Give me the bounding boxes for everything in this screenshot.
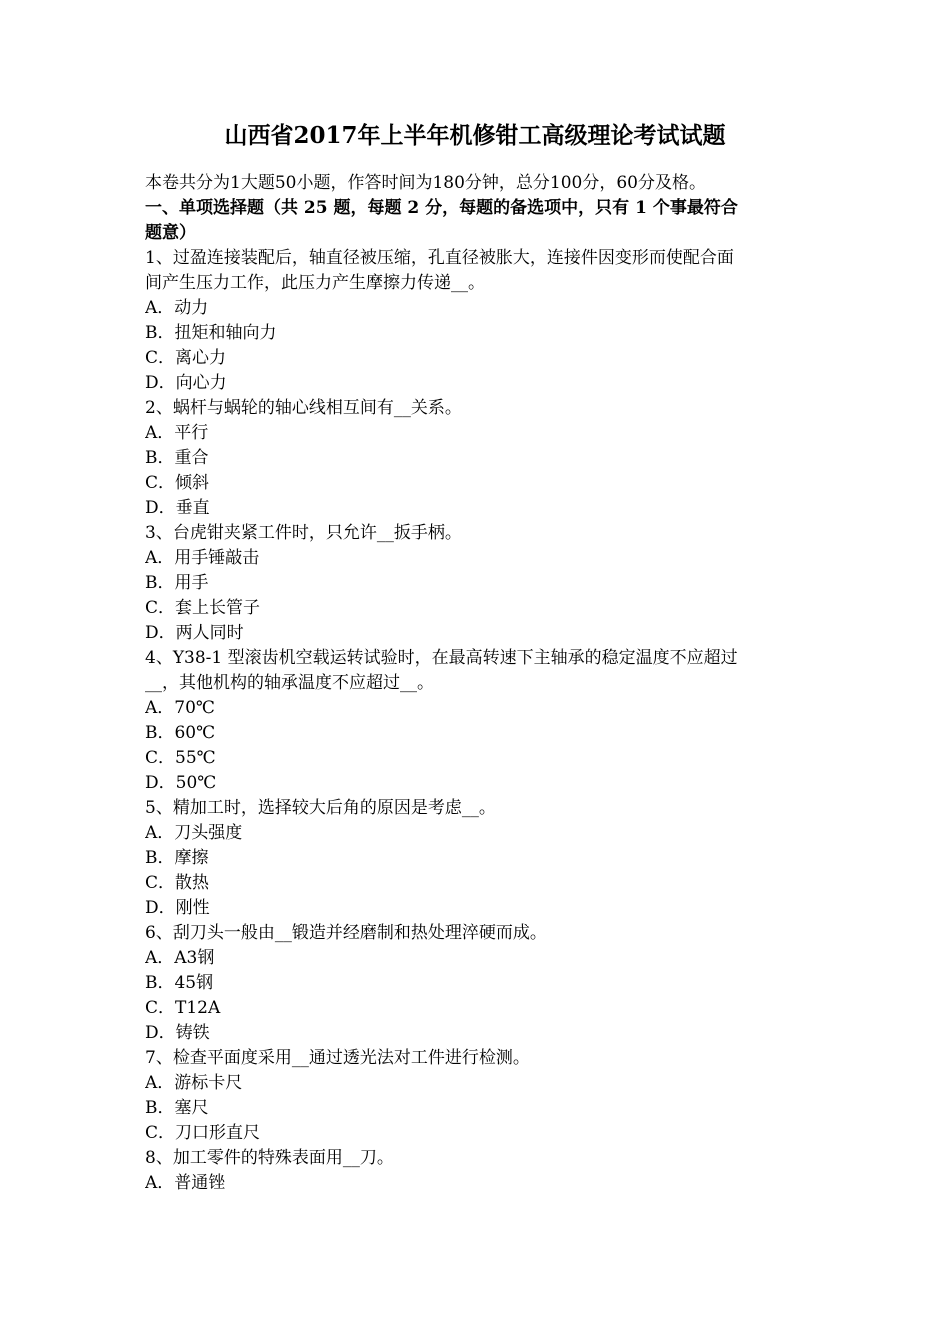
question-text: 2、蜗杆与蜗轮的轴心线相互间有__关系。 xyxy=(145,398,462,418)
question-text: 间产生压力工作，此压力产生摩擦力传递__。 xyxy=(145,273,485,293)
option-a: A．普通锉 xyxy=(145,1173,226,1193)
option-c: C．55℃ xyxy=(145,748,216,768)
option-c: C．套上长管子 xyxy=(145,598,261,618)
question-1 xyxy=(145,246,815,396)
section-heading-continued: 题意） xyxy=(145,223,196,243)
option-b: B．摩擦 xyxy=(145,848,209,868)
option-d: D．50℃ xyxy=(145,773,217,793)
option-c: C．散热 xyxy=(145,873,210,893)
option-a: A．用手锤敲击 xyxy=(145,548,260,568)
option-d: D．向心力 xyxy=(145,373,227,393)
option-c: C．T12A xyxy=(145,998,221,1018)
option-b: B．60℃ xyxy=(145,723,216,743)
question-4 xyxy=(145,646,815,796)
question-8 xyxy=(145,1146,815,1196)
option-a: A．平行 xyxy=(145,423,209,443)
question-6 xyxy=(145,921,815,1046)
option-a: A．刀头强度 xyxy=(145,823,243,843)
question-text: 4、Y38-1 型滚齿机空载运转试验时，在最高转速下主轴承的稳定温度不应超过 xyxy=(145,648,738,668)
exam-intro: 本卷共分为1大题50小题，作答时间为180分钟，总分100分，60分及格。 xyxy=(145,173,706,193)
option-c: C．倾斜 xyxy=(145,473,210,493)
option-b: B．塞尺 xyxy=(145,1098,209,1118)
option-d: D．两人同时 xyxy=(145,623,244,643)
question-5 xyxy=(145,796,815,921)
option-d: D．垂直 xyxy=(145,498,210,518)
question-text: 6、刮刀头一般由__锻造并经磨制和热处理淬硬而成。 xyxy=(145,923,547,943)
section-heading: 一、单项选择题（共 25 题，每题 2 分，每题的备选项中，只有 1 个事最符合 xyxy=(145,198,738,218)
question-7 xyxy=(145,1046,815,1146)
option-b: B．重合 xyxy=(145,448,209,468)
question-2 xyxy=(145,396,815,521)
option-a: A．A3钢 xyxy=(145,948,215,968)
document-body xyxy=(145,171,815,1196)
question-text: 7、检查平面度采用__通过透光法对工件进行检测。 xyxy=(145,1048,530,1068)
option-a: A．70℃ xyxy=(145,698,215,718)
document-title: 山西省2017年上半年机修钳工高级理论考试试题 xyxy=(224,122,726,149)
question-text: 8、加工零件的特殊表面用__刀。 xyxy=(145,1148,394,1168)
option-a: A．游标卡尺 xyxy=(145,1073,243,1093)
option-c: C．刀口形直尺 xyxy=(145,1123,261,1143)
option-b: B．45钢 xyxy=(145,973,214,993)
option-a: A．动力 xyxy=(145,298,209,318)
option-c: C．离心力 xyxy=(145,348,227,368)
question-text: 5、精加工时，选择较大后角的原因是考虑__。 xyxy=(145,798,496,818)
question-3 xyxy=(145,521,815,646)
question-text: __，其他机构的轴承温度不应超过__。 xyxy=(145,673,434,693)
option-b: B．扭矩和轴向力 xyxy=(145,323,277,343)
option-b: B．用手 xyxy=(145,573,209,593)
option-d: D．刚性 xyxy=(145,898,210,918)
question-text: 3、台虎钳夹紧工件时，只允许__扳手柄。 xyxy=(145,523,462,543)
option-d: D．铸铁 xyxy=(145,1023,210,1043)
question-text: 1、过盈连接装配后，轴直径被压缩，孔直径被胀大，连接件因变形而使配合面 xyxy=(145,248,734,268)
